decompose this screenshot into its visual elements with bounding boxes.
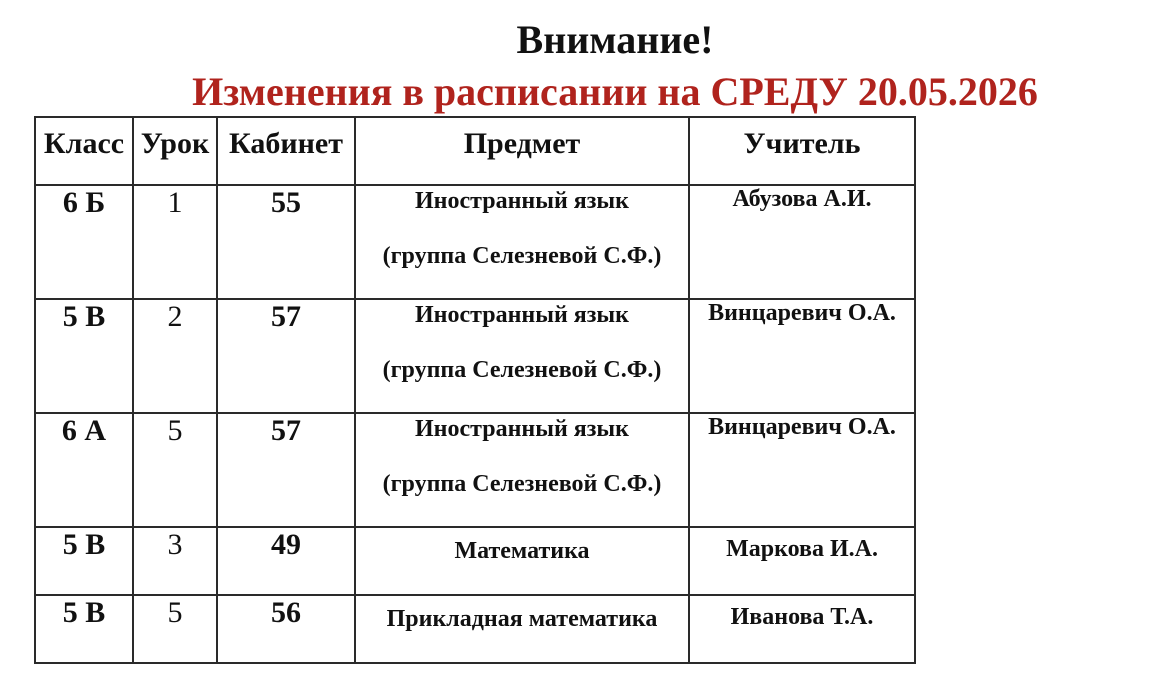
teacher-cell: Маркова И.А. (689, 527, 915, 595)
room-cell: 57 (217, 413, 355, 527)
subject-name: Иностранный язык (415, 302, 629, 328)
table-row (35, 595, 915, 663)
subject-cell (355, 413, 689, 527)
subject-group: (группа Селезневой С.Ф.) (382, 471, 662, 497)
table-row (35, 413, 915, 527)
header-room: Кабинет (217, 117, 355, 185)
class-cell: 5 В (35, 299, 133, 413)
schedule-changes-title: Изменения в расписании на СРЕДУ 20.05.2026 (192, 69, 1038, 114)
lesson-cell: 3 (133, 527, 217, 595)
subject-group: (группа Селезневой С.Ф.) (382, 243, 662, 269)
teacher-cell: Винцаревич О.А. (689, 299, 915, 413)
table-row (35, 527, 915, 595)
header-teacher: Учитель (689, 117, 915, 185)
lesson-cell: 2 (133, 299, 217, 413)
class-cell: 5 В (35, 527, 133, 595)
subject-cell (355, 299, 689, 413)
table-header-row (35, 117, 915, 185)
class-cell: 6 А (35, 413, 133, 527)
table-row (35, 185, 915, 299)
attention-heading: Внимание! (516, 17, 714, 62)
room-cell: 57 (217, 299, 355, 413)
teacher-cell: Винцаревич О.А. (689, 413, 915, 527)
schedule-table (34, 116, 916, 664)
class-cell: 6 Б (35, 185, 133, 299)
subject-name: Математика (454, 538, 590, 564)
room-cell: 56 (217, 595, 355, 663)
lesson-cell: 1 (133, 185, 217, 299)
teacher-cell: Абузова А.И. (689, 185, 915, 299)
subject-name: Прикладная математика (386, 606, 658, 632)
room-cell: 49 (217, 527, 355, 595)
subject-cell (355, 527, 689, 595)
teacher-cell: Иванова Т.А. (689, 595, 915, 663)
class-cell: 5 В (35, 595, 133, 663)
subject-name: Иностранный язык (415, 188, 629, 214)
subject-cell (355, 185, 689, 299)
lesson-cell: 5 (133, 413, 217, 527)
table-row (35, 299, 915, 413)
subject-group: (группа Селезневой С.Ф.) (382, 357, 662, 383)
subject-name: Иностранный язык (415, 416, 629, 442)
room-cell: 55 (217, 185, 355, 299)
header-lesson: Урок (133, 117, 217, 185)
header-subject: Предмет (355, 117, 689, 185)
lesson-cell: 5 (133, 595, 217, 663)
header-class: Класс (35, 117, 133, 185)
subject-cell (355, 595, 689, 663)
